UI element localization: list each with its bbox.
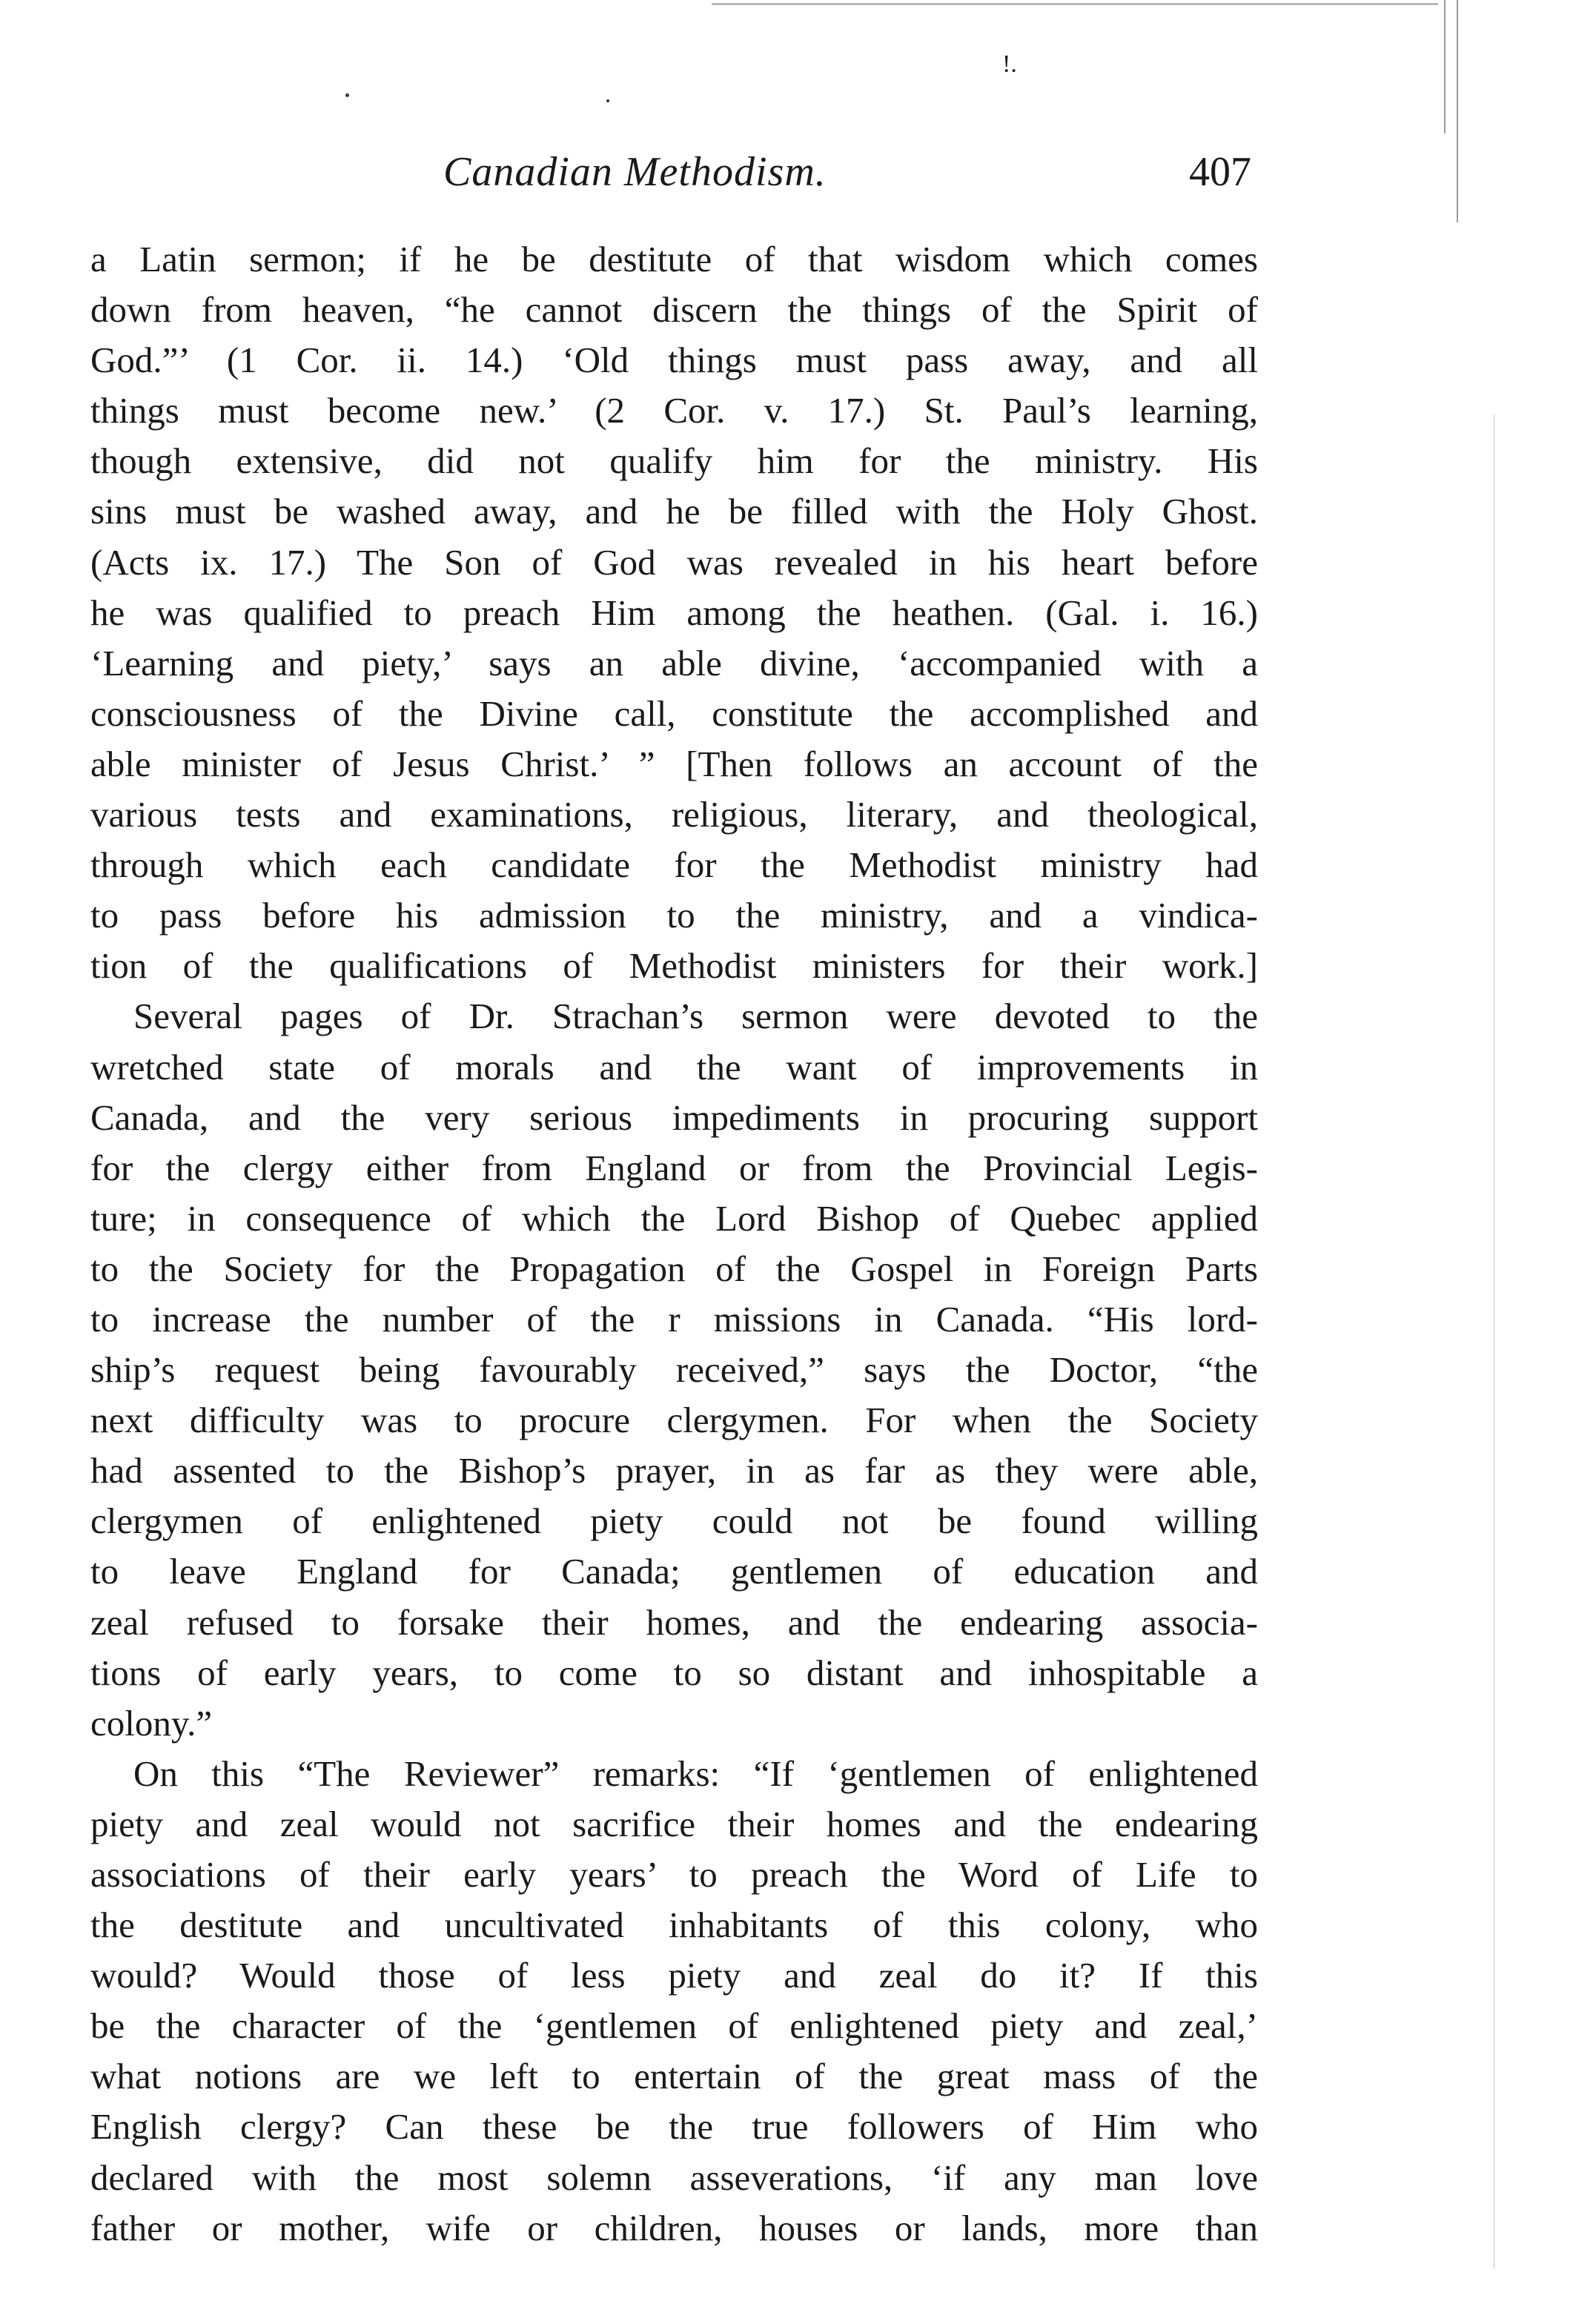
text-line: to increase the number of the r missions in Canada. “His lord- [90, 1298, 1258, 1340]
text-line: a Latin sermon; if he be destitute of that wisdom which comes [90, 239, 1258, 279]
text-line: English clergy? Can these be the true followers of Him who [90, 2106, 1258, 2148]
text-line: ship’s request being favourably received,” says the Doctor, “the [90, 1349, 1258, 1391]
text-line: clergymen of enlightened piety could not be found willing [90, 1500, 1258, 1542]
text-line: things must become new.’ (2 Cor. v. 17.) St. Paul’s learning, [90, 390, 1258, 431]
text-line: sins must be washed away, and he be filled with the Holy Ghost. [90, 491, 1258, 532]
text-line: through which each candidate for the Methodist ministry had [90, 844, 1258, 886]
scan-edge-mark [1457, 0, 1458, 222]
top-mark: !. [1002, 50, 1017, 78]
scan-edge-line [712, 3, 1438, 5]
text-line: for the clergy either from England or from the Provincial Legis- [90, 1147, 1258, 1188]
text-line: down from heaven, “he cannot discern the things of the Spirit of [90, 289, 1258, 331]
text-line: (Acts ix. 17.) The Son of God was revealed in his heart before [90, 541, 1258, 583]
text-line: next difficulty was to procure clergymen. For when the Society [90, 1400, 1258, 1441]
text-line: father or mother, wife or children, houses or lands, more than [90, 2207, 1258, 2248]
text-line: consciousness of the Divine call, constitute the accomplished and [90, 692, 1258, 734]
page-number: 407 [1189, 149, 1251, 195]
scan-edge-mark [1444, 0, 1446, 133]
text-line: associations of their early years’ to preach the Word of Life to [90, 1854, 1258, 1895]
text-line: colony.” [90, 1702, 213, 1744]
text-line: God.”’ (1 Cor. ii. 14.) ‘Old things must pass away, and all [90, 340, 1258, 381]
body-text [90, 234, 1258, 2254]
text-line: piety and zeal would not sacrifice their homes and the endearing [90, 1803, 1258, 1844]
text-line: ‘Learning and piety,’ says an able divine, ‘accompanied with a [90, 642, 1258, 683]
scan-speck [345, 93, 349, 97]
text-line: declared with the most solemn asseverations, ‘if any man love [90, 2156, 1258, 2198]
text-line: what notions are we left to entertain of the great mass of the [90, 2056, 1258, 2097]
running-title: Canadian Methodism. [443, 149, 827, 195]
text-line: various tests and examinations, religious, literary, and theological, [90, 794, 1258, 835]
text-line: to the Society for the Propagation of the Gospel in Foreign Parts [90, 1248, 1258, 1289]
text-line: though extensive, did not qualify him for the ministry. His [90, 440, 1258, 482]
text-line: be the character of the ‘gentlemen of enlightened piety and zeal,’ [90, 2005, 1258, 2047]
text-line: ture; in consequence of which the Lord Bishop of Quebec applied [90, 1197, 1258, 1239]
page-header [95, 148, 1251, 208]
text-line: tions of early years, to come to so distant and inhospitable a [90, 1652, 1258, 1693]
text-line: to leave England for Canada; gentlemen of education and [90, 1551, 1258, 1592]
text-line: wretched state of morals and the want of improvements in [90, 1046, 1258, 1087]
text-line: tion of the qualifications of Methodist ministers for their work.] [90, 945, 1258, 987]
text-line: to pass before his admission to the ministry, and a vindica- [90, 895, 1258, 936]
text-line: he was qualified to preach Him among the heathen. (Gal. i. 16.) [90, 592, 1258, 633]
text-line: had assented to the Bishop’s prayer, in as far as they were able, [90, 1450, 1258, 1492]
text-line: Several pages of Dr. Strachan’s sermon were devoted to the [133, 996, 1258, 1037]
text-line: On this “The Reviewer” remarks: “If ‘gentlemen of enlightened [133, 1752, 1258, 1794]
text-line: would? Would those of less piety and zeal do it? If this [90, 1955, 1258, 1996]
text-line: Canada, and the very serious impediments in procuring support [90, 1096, 1258, 1138]
text-line: the destitute and uncultivated inhabitants of this colony, who [90, 1904, 1258, 1946]
text-line: zeal refused to forsake their homes, and the endearing associa- [90, 1601, 1258, 1643]
scan-speck [606, 99, 609, 102]
text-line: able minister of Jesus Christ.’ ” [Then follows an account of the [90, 743, 1258, 784]
